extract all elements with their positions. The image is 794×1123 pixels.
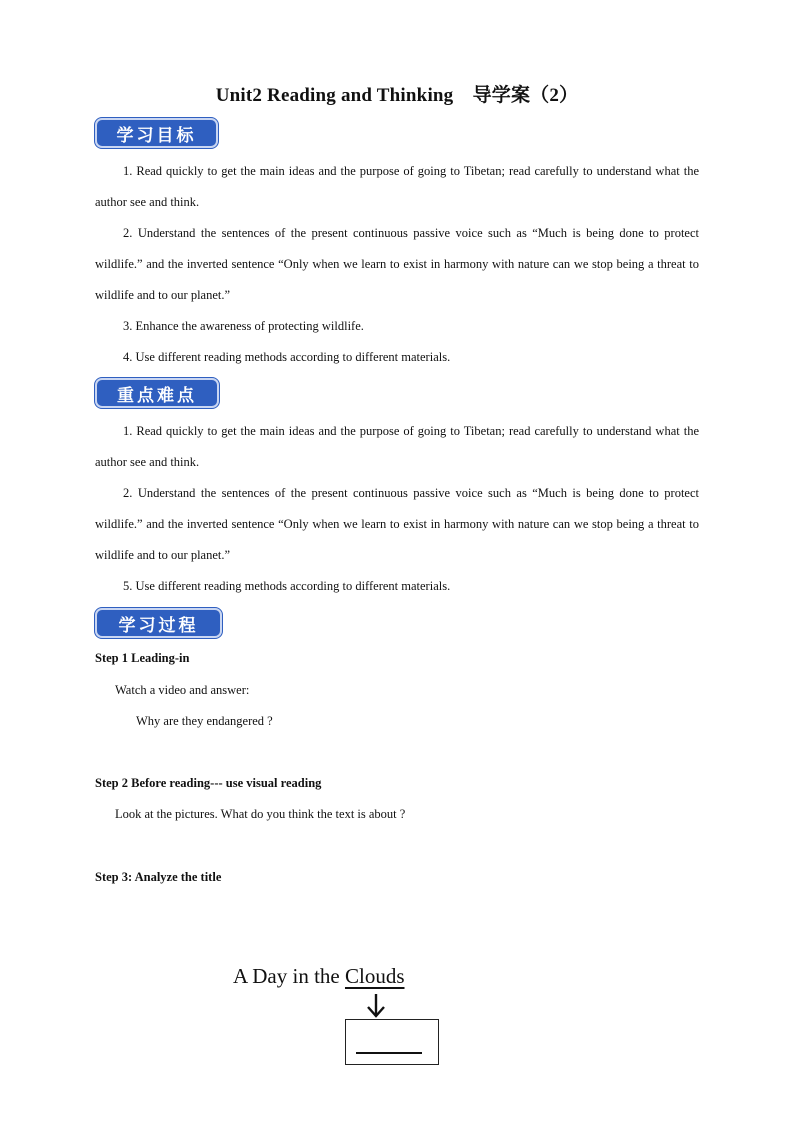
step1-heading: Step 1 Leading-in (95, 651, 190, 665)
keypoint-item-2: 2. Understand the sentences of the present continuous passive voice such as “Much is being done to protect wildlife.” and the inverted sentence “Only when we learn to exist in harmony with nature can we stop being a threat to wildlife and to our planet.” (95, 486, 699, 562)
page-title: Unit2 Reading and Thinking 导学案（2） (215, 85, 579, 106)
section-badge-process: 学习过程 (95, 608, 222, 638)
keypoint-item-3: 5. Use different reading methods according to different materials. (123, 579, 451, 593)
step1-instruction: Watch a video and answer: (115, 683, 250, 697)
step1-question: Why are they endangered ? (136, 714, 273, 728)
diagram-title-prefix: A Day in the (233, 964, 345, 988)
objective-item-4: 4. Use different reading methods according to different materials. (123, 350, 451, 364)
objective-item-2: 2. Understand the sentences of the present continuous passive voice such as “Much is being done to protect wildlife.” and the inverted sentence “Only when we learn to exist in harmony with nature can we stop being a threat to wildlife and to our planet.” (95, 226, 699, 302)
objective-item-3: 3. Enhance the awareness of protecting wildlife. (123, 319, 364, 333)
section-badge-keypoints: 重点难点 (95, 378, 219, 408)
step2-heading: Step 2 Before reading--- use visual reading (95, 776, 322, 790)
diagram-title (233, 964, 405, 989)
section-badge-objectives: 学习目标 (95, 118, 218, 148)
objective-item-1: 1. Read quickly to get the main ideas and the purpose of going to Tibetan; read carefully to understand what the author see and think. (95, 164, 699, 209)
step3-heading: Step 3: Analyze the title (95, 870, 222, 884)
keypoint-item-1: 1. Read quickly to get the main ideas and the purpose of going to Tibetan; read carefully to understand what the author see and think. (95, 424, 699, 469)
down-arrow-icon (363, 993, 389, 1019)
answer-blank[interactable] (356, 1052, 422, 1054)
answer-box (345, 1019, 439, 1065)
step2-instruction: Look at the pictures. What do you think the text is about ? (115, 807, 406, 821)
diagram-title-keyword: Clouds (344, 964, 405, 988)
